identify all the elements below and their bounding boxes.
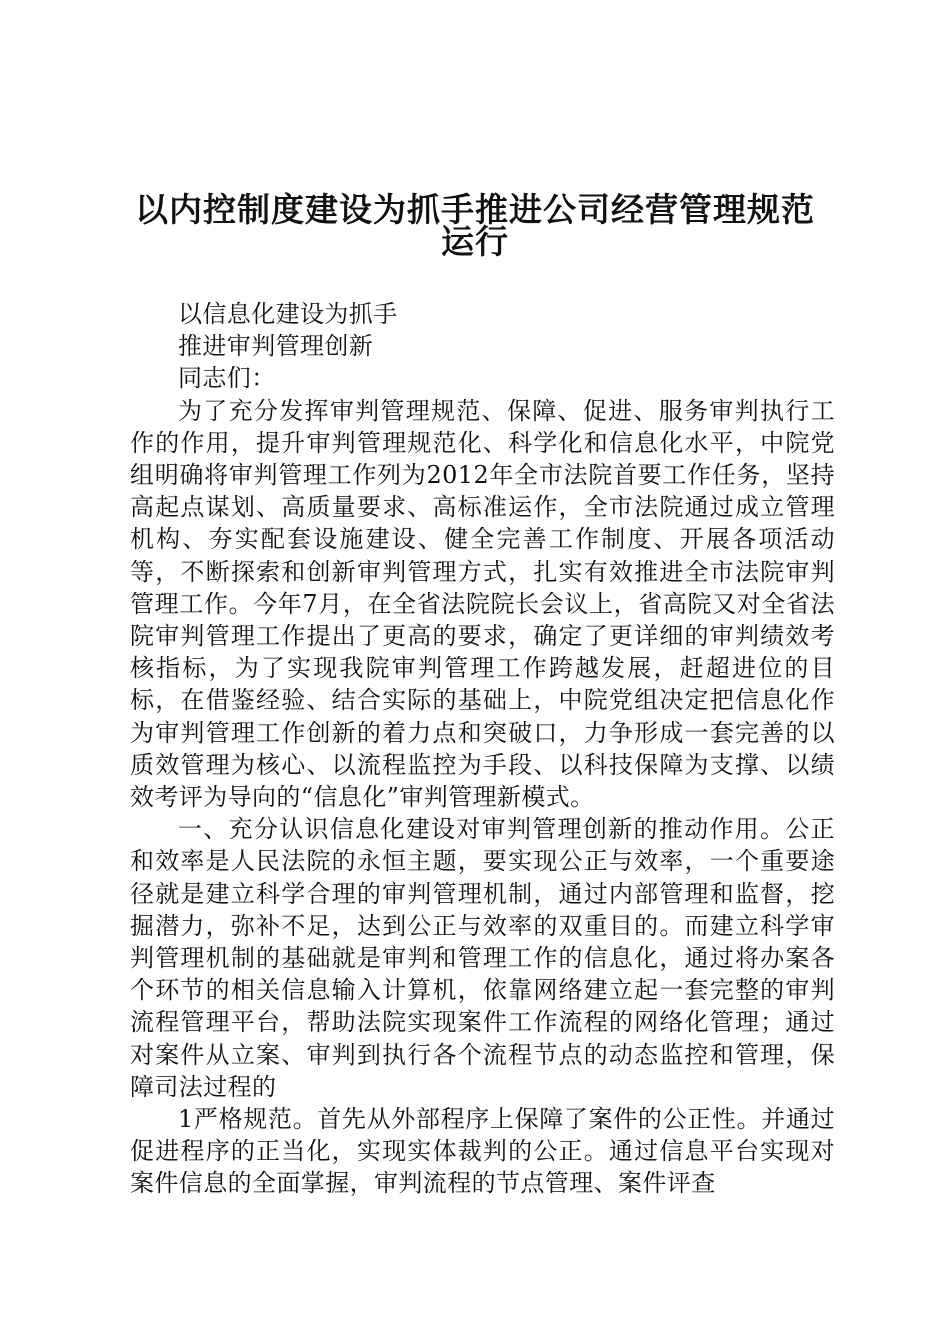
document-body <box>130 298 835 1200</box>
body-paragraph: 1严格规范。首先从外部程序上保障了案件的公正性。并通过促进程序的正当化，实现实体裁判的公正。通过信息平台实现对案件信息的全面掌握，审判流程的节点管理、案件评查 <box>130 1105 835 1198</box>
document-title-line-1: 以内控制度建设为抓手推进公司经营管理规范 <box>135 190 815 229</box>
subtitle-line-1: 以信息化建设为抓手 <box>178 300 398 328</box>
salutation: 同志们： <box>178 364 276 393</box>
document-title-line-2: 运行 <box>441 222 509 261</box>
subtitle-line-2: 推进审判管理创新 <box>178 332 374 361</box>
body-paragraph: 一、充分认识信息化建设对审判管理创新的推动作用。公正和效率是人民法院的永恒主题，要实现公正与效率，一个重要途径就是建立科学合理的审判管理机制，通过内部管理和监督，挖掘潜力，弥补不足，达到公正与效率的双重目的。而建立科学审判管理机制的基础就是审判和管理工作的信息化，通过将办案各个环节的相关信息输入计算机，依靠网络建立起一套完整的审判流程管理平台，帮助法院实现案件工作流程的网络化管理；通过对案件从立案、审判到执行各个流程节点的动态监控和管理，保障司法过程的 <box>130 815 835 1101</box>
body-paragraph: 为了充分发挥审判管理规范、保障、促进、服务审判执行工作的作用，提升审判管理规范化、科学化和信息化水平，中院党组明确将审判管理工作列为2012年全市法院首要工作任务，坚持高起点谋划、高质量要求、高标准运作，全市法院通过成立管理机构、夯实配套设施建设、健全完善工作制度、开展各项活动等，不断探索和创新审判管理方式，扎实有效推进全市法院审判管理工作。今年7月，在全省法院院长会议上，省高院又对全省法院审判管理工作提出了更高的要求，确定了更详细的审判绩效考核指标，为了实现我院审判管理工作跨越发展，赶超进位的目标，在借鉴经验、结合实际的基础上，中院党组决定把信息化作为审判管理工作创新的着力点和突破口，力争形成一套完善的以质效管理为核心、以流程监控为手段、以科技保障为支撑、以绩效考评为导向的“信息化”审判管理新模式。 <box>130 396 835 812</box>
